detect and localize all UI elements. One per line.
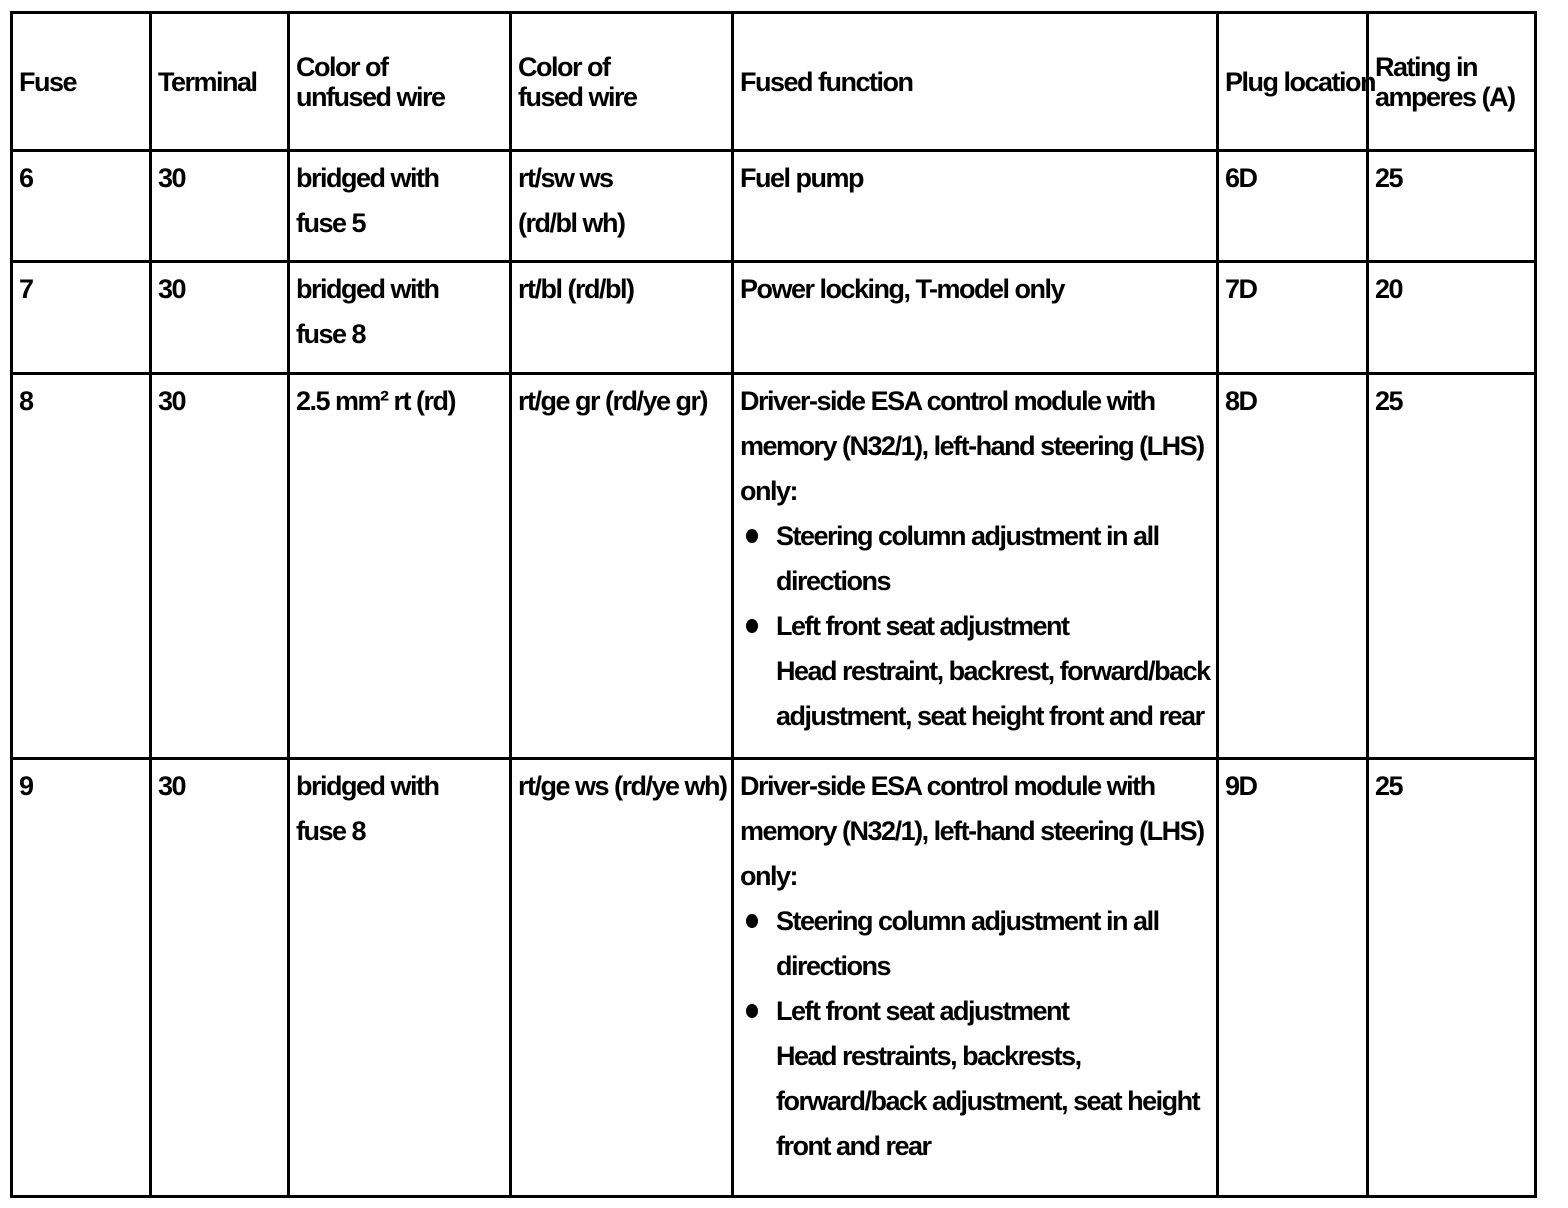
function-bullet-list xyxy=(740,899,1210,1034)
bullet-detail xyxy=(740,1034,1210,1169)
cell-terminal: 30 xyxy=(151,759,289,1197)
cell-rating: 25 xyxy=(1368,374,1536,759)
function-line: memory (N32/1), left-hand steering (LHS) xyxy=(740,816,1204,846)
detail-text: front and rear xyxy=(776,1131,931,1161)
cell-fused-wire: rt/sw ws (rd/bl wh) xyxy=(511,151,733,262)
bullet-item xyxy=(740,899,1210,989)
function-line: only: xyxy=(740,476,797,506)
detail-text: adjustment, seat height front and rear xyxy=(776,701,1204,731)
cell-terminal: 30 xyxy=(151,151,289,262)
header-rating: Rating in amperes (A) xyxy=(1368,13,1536,151)
table-row xyxy=(12,374,1536,759)
header-fused-function: Fused function xyxy=(733,13,1218,151)
cell-plug-location: 7D xyxy=(1218,262,1368,374)
function-line: Driver-side ESA control module with xyxy=(740,386,1155,416)
header-row xyxy=(12,13,1536,151)
cell-rating: 25 xyxy=(1368,759,1536,1197)
bullet-text: directions xyxy=(776,951,891,981)
table-header xyxy=(12,13,1536,151)
bullet-text: Steering column adjustment in all xyxy=(776,521,1159,551)
function-line: Driver-side ESA control module with xyxy=(740,771,1155,801)
cell-fused-function xyxy=(733,374,1218,759)
cell-fused-wire: rt/ge ws (rd/ye wh) xyxy=(511,759,733,1197)
cell-fused-function: Fuel pump xyxy=(733,151,1218,262)
table-row xyxy=(12,759,1536,1197)
cell-unfused-wire: bridged with fuse 8 xyxy=(289,759,511,1197)
cell-fuse: 9 xyxy=(12,759,151,1197)
cell-unfused-wire: 2.5 mm² rt (rd) xyxy=(289,374,511,759)
cell-rating: 20 xyxy=(1368,262,1536,374)
header-terminal: Terminal xyxy=(151,13,289,151)
cell-fuse: 6 xyxy=(12,151,151,262)
detail-text: forward/back adjustment, seat height xyxy=(776,1086,1200,1116)
header-unfused-wire: Color of unfused wire xyxy=(289,13,511,151)
cell-fused-function: Power locking, T-model only xyxy=(733,262,1218,374)
fuse-table xyxy=(10,11,1537,1198)
cell-fused-function xyxy=(733,759,1218,1197)
function-bullet-list xyxy=(740,514,1210,649)
detail-text: Head restraint, backrest, forward/back xyxy=(776,656,1210,686)
cell-plug-location: 6D xyxy=(1218,151,1368,262)
bullet-item xyxy=(740,604,1210,649)
function-line: only: xyxy=(740,861,797,891)
function-line: memory (N32/1), left-hand steering (LHS) xyxy=(740,431,1204,461)
cell-fused-wire: rt/ge gr (rd/ye gr) xyxy=(511,374,733,759)
bullet-detail xyxy=(740,649,1210,739)
bullet-text: Left front seat adjustment xyxy=(776,611,1069,641)
cell-fuse: 8 xyxy=(12,374,151,759)
table-row xyxy=(12,262,1536,374)
bullet-item xyxy=(740,989,1210,1034)
cell-fuse: 7 xyxy=(12,262,151,374)
bullet-text: directions xyxy=(776,566,891,596)
bullet-text: Steering column adjustment in all xyxy=(776,906,1159,936)
header-fused-wire: Color of fused wire xyxy=(511,13,733,151)
header-plug-location: Plug location xyxy=(1218,13,1368,151)
cell-plug-location: 9D xyxy=(1218,759,1368,1197)
bullet-text: Left front seat adjustment xyxy=(776,996,1069,1026)
cell-fused-wire: rt/bl (rd/bl) xyxy=(511,262,733,374)
cell-unfused-wire: bridged with fuse 8 xyxy=(289,262,511,374)
cell-terminal: 30 xyxy=(151,262,289,374)
header-fuse: Fuse xyxy=(12,13,151,151)
table-row xyxy=(12,151,1536,262)
cell-unfused-wire: bridged with fuse 5 xyxy=(289,151,511,262)
cell-plug-location: 8D xyxy=(1218,374,1368,759)
detail-text: Head restraints, backrests, xyxy=(776,1041,1081,1071)
bullet-item xyxy=(740,514,1210,604)
cell-terminal: 30 xyxy=(151,374,289,759)
cell-rating: 25 xyxy=(1368,151,1536,262)
